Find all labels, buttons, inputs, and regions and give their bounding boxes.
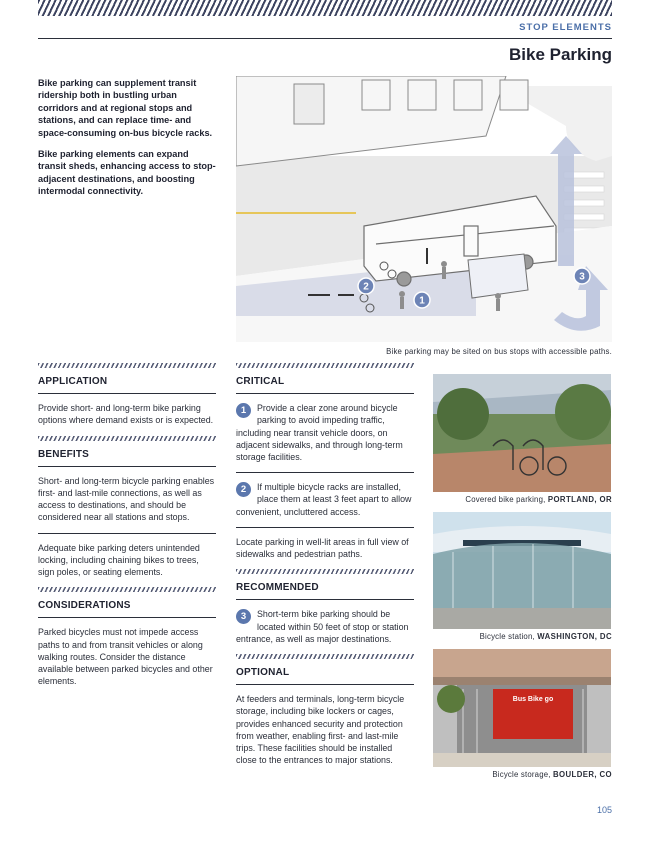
application-heading: APPLICATION: [38, 376, 216, 394]
illustration-caption: Bike parking may be sited on bus stops with accessible paths.: [386, 347, 612, 356]
marker-3-icon: 3: [236, 609, 251, 624]
photo-covered-bike-parking: [433, 374, 611, 492]
middle-column: [236, 363, 414, 775]
recommended-heading: RECOMMENDED: [236, 582, 414, 600]
photo-caption-text: Bicycle storage,: [492, 770, 554, 779]
critical-item: [236, 473, 414, 528]
section-hatch: [38, 587, 216, 592]
svg-text:3: 3: [579, 271, 585, 283]
section-hatch: [236, 654, 414, 659]
intro-paragraph: Bike parking can supplement transit ridership both in bustling urban corridors and at regional stops and stations, and can replace time- and space-consuming on-bus bicycle racks.: [38, 78, 213, 138]
optional-text: At feeders and terminals, long-term bicycle storage, including bike lockers or cages, provides enhanced security and protection from weather, enabling first- and last-mile trips. These facilities should be installed close to the entrances to major stations.: [236, 694, 405, 766]
intro-paragraph: Bike parking elements can expand transit sheds, enhancing access to stop-adjacent destinations, and boosting intermodal connectivity.: [38, 149, 216, 197]
optional-heading: OPTIONAL: [236, 667, 414, 685]
bus-stop-illustration: [236, 76, 612, 342]
recommended-text: Short-term bike parking should be located within 50 feet of stop or station entrance, as well as major destinations.: [236, 609, 409, 644]
section-hatch: [38, 363, 216, 368]
photo-caption-place: PORTLAND, OR: [547, 495, 612, 504]
photo-caption-place: WASHINGTON, DC: [537, 632, 612, 641]
benefits-heading: BENEFITS: [38, 449, 216, 467]
benefits-item: Short- and long-term bicycle parking enables first- and last-mile connections, as well as access to destinations, and should be considered near all stations and stops.: [38, 467, 216, 534]
critical-item: [236, 394, 414, 473]
considerations-text: Parked bicycles must not impede access paths to and from transit vehicles or along walking routes. Consider the distance available between parked bicycles and other elements.: [38, 627, 213, 687]
marker-icon: [574, 268, 590, 284]
critical-item-text: Provide a clear zone around bicycle parking to avoid impeding traffic, including near transit vehicle doors, on adjacent sidewalks, and through long-term storage facilities.: [236, 403, 403, 463]
page-title: Bike Parking: [509, 45, 612, 64]
header-rule: [38, 38, 612, 39]
critical-heading: CRITICAL: [236, 376, 414, 394]
application-text: Provide short- and long-term bike parking options where demand exists or is expected.: [38, 403, 214, 426]
photo-bicycle-station: [433, 512, 611, 629]
marker-icon: [358, 278, 374, 294]
photo-caption: [480, 632, 612, 641]
photo-caption: [465, 495, 612, 504]
intro-text: [38, 77, 218, 207]
svg-text:1: 1: [419, 295, 425, 307]
page-number: 105: [596, 805, 612, 815]
considerations-heading: CONSIDERATIONS: [38, 600, 216, 618]
section-hatch: [236, 363, 414, 368]
storage-sign: Bus Bike go: [512, 696, 554, 703]
section-hatch: [38, 436, 216, 441]
benefits-item: Adequate bike parking deters unintended locking, including chaining bikes to trees, sign poles, or seating elements.: [38, 542, 200, 578]
section-label: STOP ELEMENTS: [519, 22, 612, 33]
svg-text:2: 2: [363, 281, 369, 293]
recommended-item: [236, 600, 414, 654]
critical-item: Locate parking in well-lit areas in full view of sidewalks and pedestrian paths.: [236, 536, 409, 560]
photo-caption-text: Bicycle station,: [479, 632, 538, 641]
left-column: [38, 363, 216, 696]
marker-2-icon: 2: [236, 482, 251, 497]
marker-1-icon: 1: [236, 403, 251, 418]
photo-bicycle-storage: [433, 649, 611, 767]
photo-caption: [492, 770, 612, 779]
marker-icon: [414, 292, 430, 308]
photo-caption-place: BOULDER, CO: [553, 770, 612, 779]
critical-item-text: If multiple bicycle racks are installed, place them at least 3 feet apart to allow convenient, uncluttered access.: [236, 482, 412, 517]
photo-caption-text: Covered bike parking,: [465, 495, 548, 504]
section-hatch: [236, 569, 414, 574]
header-hatch-band: [38, 0, 612, 16]
